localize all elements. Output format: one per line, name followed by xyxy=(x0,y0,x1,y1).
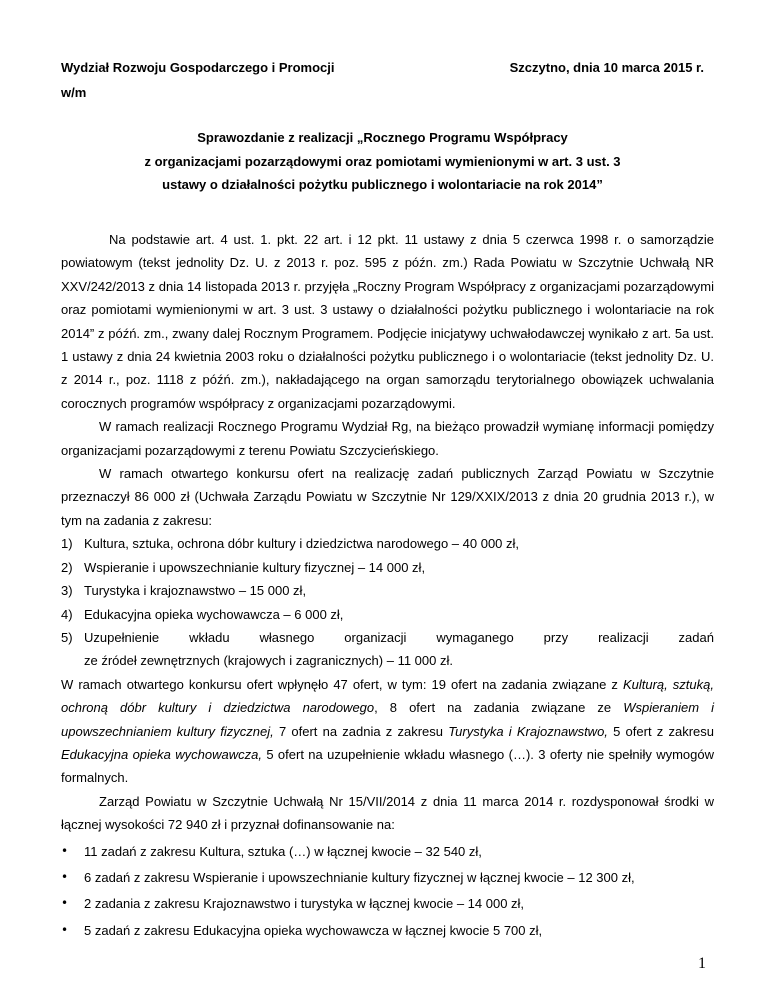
emphasis-tourism: Turystyka i Krajoznawstwo, xyxy=(448,723,608,739)
word: wymaganego xyxy=(436,629,514,645)
list-item-text: 5 zadań z zakresu Edukacyjna opieka wychowawcza w łącznej kwocie 5 700 zł, xyxy=(84,922,543,938)
place-date: Szczytno, dnia 10 marca 2015 r. xyxy=(509,60,704,75)
title-line-3: ustawy o działalności pożytku publicznego i wolontariacie na rok 2014” xyxy=(162,177,603,192)
list-number: 5) xyxy=(61,629,73,645)
list-item-text: 6 zadań z zakresu Wspieranie i upowszechnianie kultury fizycznej w łącznej kwocie – 12 300 zł, xyxy=(84,869,635,885)
list-item-text: Edukacyjna opieka wychowawcza – 6 000 zł, xyxy=(84,606,344,622)
text-run: 7 ofert na zadnia z zakresu xyxy=(273,723,449,739)
word: wkładu xyxy=(189,629,230,645)
list-number: 3) xyxy=(61,583,73,599)
funding-areas-list xyxy=(61,532,714,672)
word: organizacji xyxy=(344,629,407,645)
list-item xyxy=(61,603,714,626)
bullet-icon: • xyxy=(61,896,69,911)
word: zadań xyxy=(678,629,714,645)
list-number: 2) xyxy=(61,559,73,575)
list-item xyxy=(61,579,714,602)
list-item-text: Turystyka i krajoznawstwo – 15 000 zł, xyxy=(84,583,307,599)
list-number: 1) xyxy=(61,536,73,552)
text-run: W ramach otwartego konkursu ofert wpłynęło 47 ofert, w tym: 19 ofert na zadania związane z xyxy=(61,676,623,692)
paragraph-allocation: Zarząd Powiatu w Szczytnie Uchwałą Nr 15/VII/2014 z dnia 11 marca 2014 r. rozdysponował środki w łącznej wysokości 72 940 zł i przyznał dofinansowanie na: xyxy=(61,793,714,833)
list-item-text: Wspieranie i upowszechnianie kultury fizycznej – 14 000 zł, xyxy=(84,559,426,575)
emphasis-sport: Wspieraniem i upowszechnianiem kultury fizycznej, xyxy=(61,700,715,739)
emphasis-education: Edukacyjna opieka wychowawcza, xyxy=(61,746,262,762)
list-item-text: 11 zadań z zakresu Kultura, sztuka (…) w łącznej kwocie – 32 540 zł, xyxy=(84,843,482,859)
page-number: 1 xyxy=(698,955,706,972)
paragraph-legal-basis: Na podstawie art. 4 ust. 1. pkt. 22 art. i 12 pkt. 11 ustawy z dnia 5 czerwca 1998 r. o samorządzie powiatowym (tekst jednolity Dz. U. z 2013 r. poz. 595 z późn. zm.) Rada Powiatu w Szczytnie Uchwałą NR XXV/242/2013 z dnia 14 listopada 2013 r. przyjęła „Roczny Program Współpracy z organizacjami pozarządowymi oraz pomiotami wymienionymi w art. 3 ust. 3 ustawy o działalności pożytku publicznego i wolontariacie na rok 2014” z późń. zm., zwany dalej Rocznym Programem. Podjęcie inicjatywy uchwałodawczej wynikało z art. 5a ust. 1 ustawy z dnia 24 kwietnia 2003 roku o działalności pożytku publicznego i o wolontariacie (tekst jednolity Dz. U. z 2014 r., poz. 1118 z późń. zm.), nakładającego na organ samorządu terytorialnego obowiązek uchwalania corocznych programów współpracy z organizacjami pozarządowymi. xyxy=(61,232,714,411)
list-item xyxy=(61,556,714,579)
department-code: w/m xyxy=(61,85,87,100)
list-item xyxy=(61,532,714,555)
bullet-icon: • xyxy=(61,843,69,858)
bullet-icon: • xyxy=(61,869,69,884)
list-item xyxy=(61,919,714,942)
word: Uzupełnienie xyxy=(84,629,160,645)
paragraph-offers-received xyxy=(61,673,714,790)
document-body xyxy=(61,228,714,942)
paragraph-information-exchange: W ramach realizacji Rocznego Programu Wydział Rg, na bieżąco prowadził wymianę informacji pomiędzy organizacjami pozarządowymi z terenu Powiatu Szczycieńskiego. xyxy=(61,419,714,458)
word: przy xyxy=(543,629,569,645)
emphasis-culture: Kulturą, sztuką, ochroną dóbr kultury i dziedzictwa narodowego xyxy=(61,676,714,716)
list-item xyxy=(61,892,714,915)
department-name: Wydział Rozwoju Gospodarczego i Promocji xyxy=(61,60,335,75)
bullet-icon: • xyxy=(61,922,69,937)
word: własnego xyxy=(259,629,315,645)
text-run: , 8 ofert na zadania związane ze xyxy=(374,700,624,716)
title-line-2: z organizacjami pozarządowymi oraz pomiotami wymienionymi w art. 3 ust. 3 xyxy=(144,153,621,169)
list-item-text-spread xyxy=(84,626,714,649)
list-number: 4) xyxy=(61,606,73,622)
word: realizacji xyxy=(598,629,649,645)
allocation-list xyxy=(61,840,714,943)
list-item-text: 2 zadania z zakresu Krajoznawstwo i turystyka w łącznej kwocie – 14 000 zł, xyxy=(84,896,525,912)
text-run: 5 ofert z zakresu xyxy=(607,723,715,739)
title-line-1: Sprawozdanie z realizacji „Rocznego Programu Współpracy xyxy=(197,130,568,145)
list-item xyxy=(61,626,714,673)
list-item-continuation: ze źródeł zewnętrznych (krajowych i zagranicznych) – 11 000 zł. xyxy=(84,653,453,669)
text-run: 5 ofert na uzupełnienie wkładu własnego (…). 3 oferty nie spełniły wymogów formalnych. xyxy=(61,746,714,786)
list-item-text: Kultura, sztuka, ochrona dóbr kultury i dziedzictwa narodowego – 40 000 zł, xyxy=(84,536,520,552)
list-item xyxy=(61,840,714,863)
document-title xyxy=(61,126,704,197)
list-item xyxy=(61,866,714,889)
paragraph-funding-amount: W ramach otwartego konkursu ofert na realizację zadań publicznych Zarząd Powiatu w Szczytnie przeznaczył 86 000 zł (Uchwała Zarządu Powiatu w Szczytnie Nr 129/XXIX/2013 z dnia 20 grudnia 2013 r.), w tym na zadania z zakresu: xyxy=(61,466,714,528)
